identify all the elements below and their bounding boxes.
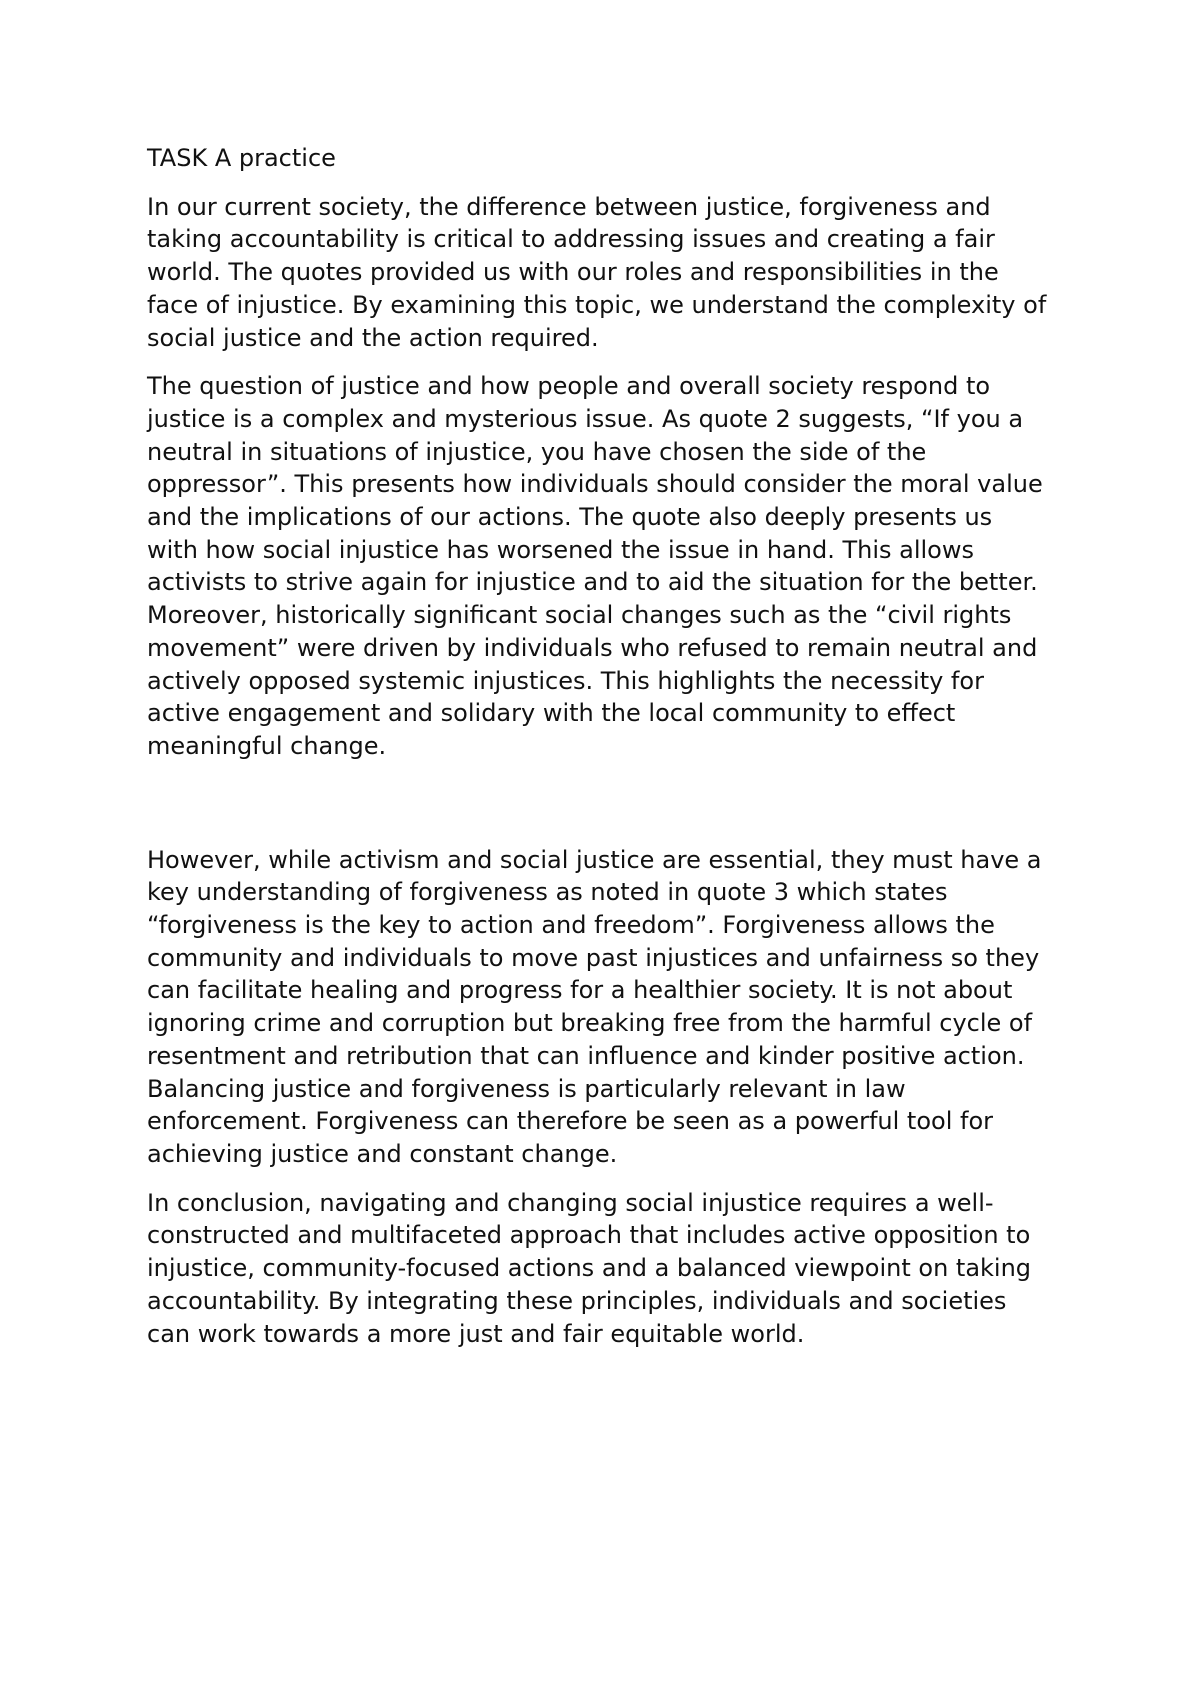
document-body bbox=[147, 142, 1082, 1350]
paragraph-forgiveness: However, while activism and social justice are essential, they must have a key understanding of forgiveness as noted in quote 3 which states “forgiveness is the key to action and freedom”. Forgiveness allows the community and individuals to move past injustices and unfairness so they can facilitate healing and progress for a healthier society. It is not about ignoring crime and corruption but breaking free from the harmful cycle of resentment and retribution that can influence and kinder positive action. Balancing justice and forgiveness is particularly relevant in law enforcement. Forgiveness can therefore be seen as a powerful tool for achieving justice and constant change. bbox=[147, 845, 1042, 1168]
paragraph-justice: The question of justice and how people and overall society respond to justice is a complex and mysterious issue. As quote 2 suggests, “If you a neutral in situations of injustice, you have chosen the side of the oppressor”. This presents how individuals should consider the moral value and the implications of our actions. The quote also deeply presents us with how social injustice has worsened the issue in hand. This allows activists to strive again for injustice and to aid the situation for the better. Moreover, historically significant social changes such as the “civil rights movement” were driven by individuals who refused to remain neutral and actively opposed systemic injustices. This highlights the necessity for active engagement and solidary with the local community to effect meaningful change. bbox=[147, 372, 1043, 760]
paragraph-conclusion: In conclusion, navigating and changing social injustice requires a well- constructed and multifaceted approach that includes active opposition to injustice, community-focused actions and a balanced viewpoint on taking accountability. By integrating these principles, individuals and societies can work towards a more just and fair equitable world. bbox=[147, 1188, 1032, 1348]
paragraph-introduction: In our current society, the difference between justice, forgiveness and taking accountability is critical to addressing issues and creating a fair world. The quotes provided us with our roles and responsibilities in the face of injustice. By examining this topic, we understand the complexity of social justice and the action required. bbox=[147, 192, 1047, 352]
document-title: TASK A practice bbox=[147, 144, 336, 172]
